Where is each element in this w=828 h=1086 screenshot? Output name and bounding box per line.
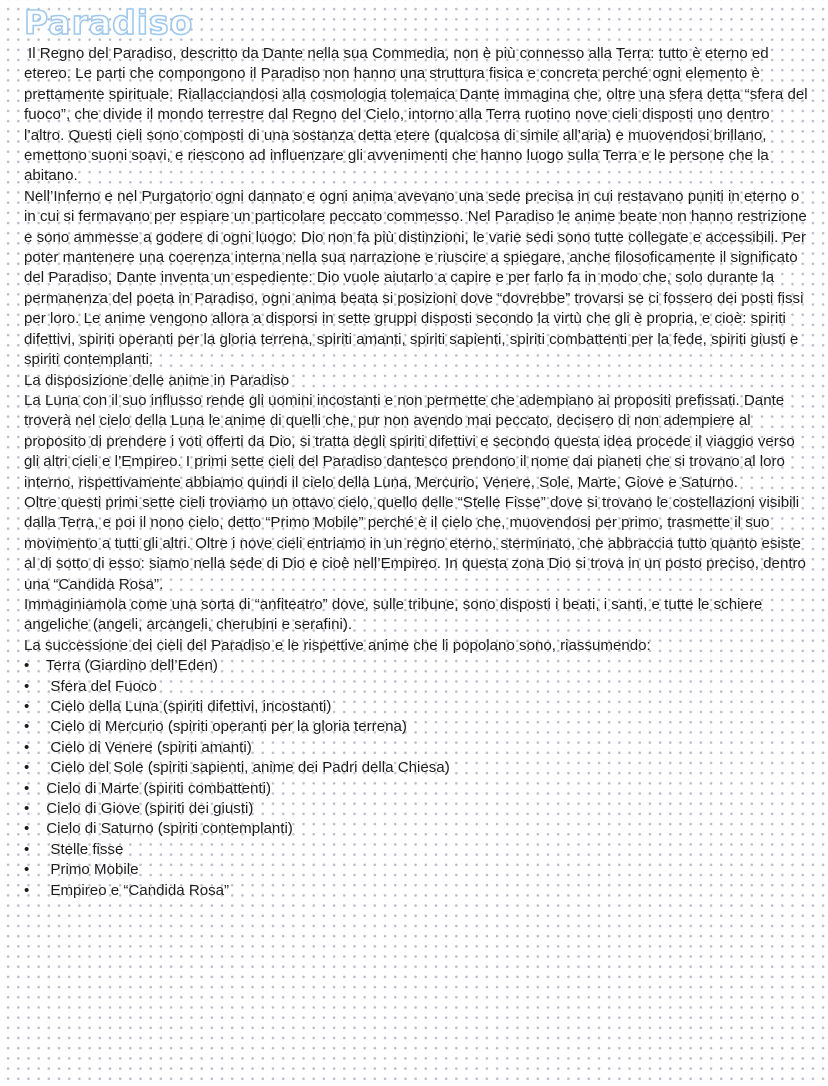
- bullet-glyph: •: [24, 698, 30, 715]
- bullet-glyph: •: [24, 718, 30, 736]
- list-item: [24, 799, 808, 819]
- list-item-text: Cielo di Saturno (spiriti contemplanti): [42, 820, 293, 838]
- list-item: [24, 656, 808, 676]
- list-item-text: Sfera del Fuoco: [42, 677, 157, 695]
- list-item-text: Empireo e “Candida Rosa”: [42, 881, 230, 899]
- list-item: [24, 717, 808, 737]
- list-item-text: Cielo di Mercurio (spiriti operanti per la gloria terrena): [42, 718, 407, 736]
- list-item: [24, 738, 808, 758]
- paragraph-moon: La Luna con il suo influsso rende gli uomini incostanti e non permette che adempiano ai propositi prefissati. Dante troverà nel cielo della Luna le anime di quelli che, pur non avendo mai peccato, decisero di non adempiere al proposito di prendere i voti offerti da Dio, si tratta degli spiriti difettivi e secondo questa idea procede il viaggio verso gli altri cieli e l’Empireo. I primi sette cieli del Paradiso dantesco prendono il nome dai pianeti che si trovano al loro interno, rispettivamente abbiamo quindi il cielo della Luna, Mercurio, Venere, Sole, Marte, Giove e Saturno.: [24, 391, 795, 491]
- bullet-glyph: •: [24, 820, 30, 838]
- page-title: Paradiso: [24, 3, 194, 42]
- bullet-glyph: •: [24, 881, 30, 899]
- list-item-text: Cielo di Giove (spiriti dei giusti): [42, 800, 254, 818]
- heavens-list: [24, 656, 808, 901]
- bullet-glyph: •: [24, 861, 30, 879]
- list-item-text: Cielo del Sole (spiriti sapienti, anime dei Padri della Chiesa): [42, 759, 450, 777]
- list-item: [24, 819, 808, 839]
- bullet-glyph: •: [24, 800, 30, 818]
- list-item: [24, 840, 808, 860]
- list-item-text: Primo Mobile: [42, 861, 139, 879]
- paragraph-intro: Il Regno del Paradiso, descritto da Dante nella sua Commedia, non è più connesso alla Terra: tutto è eterno ed etereo. Le parti che compongono il Paradiso non hanno una struttura fisica e concreta perché ogni elemento è prettamente spirituale. Riallacciandosi alla cosmologia tolemaica Dante immagina che, oltre una sfera detta “sfera del fuoco”, che divide il mondo terrestre dal Regno del Cielo, intorno alla Terra ruotino nove cieli disposti uno dentro l’altro. Questi cieli sono composti di una sostanza detta etere (qualcosa di simile all’aria) e muovendosi brillano, emettono suoni soavi, e riescono ad influenzare gli avvenimenti che hanno luogo sulla Terra e le persone che la abitano.: [24, 45, 808, 185]
- bullet-glyph: •: [24, 677, 30, 695]
- note-body: [24, 44, 808, 656]
- list-item-text: Stelle fisse: [42, 840, 124, 858]
- bullet-glyph: •: [24, 657, 30, 675]
- paragraph-summary: La successione dei cieli del Paradiso e le rispettive anime che li popolano sono, riassumendo:: [24, 636, 651, 654]
- bullet-glyph: •: [24, 738, 30, 756]
- list-item: [24, 860, 808, 880]
- list-item: [24, 758, 808, 778]
- bullet-glyph: •: [24, 759, 30, 777]
- list-item: [24, 881, 808, 901]
- section-heading: La disposizione delle anime in Paradiso: [24, 371, 290, 389]
- list-item: [24, 779, 808, 799]
- bullet-glyph: •: [24, 840, 30, 858]
- list-item-text: Cielo della Luna (spiriti difettivi, incostanti): [42, 698, 332, 715]
- list-item: [24, 697, 808, 717]
- list-item-text: Cielo di Venere (spiriti amanti): [42, 738, 252, 756]
- paragraph-heavens: Oltre questi primi sette cieli troviamo un ottavo cielo, quello delle “Stelle Fisse” dove si trovano le costellazioni visibili dalla Terra, e poi il nono cielo, detto “Primo Mobile” perché è il cielo che, muovendosi per primo, trasmette il suo movimento a tutti gli altri. Oltre i nove cieli entriamo in un regno eterno, sterminato, che abbraccia tutto quanto esiste al di sotto di esso: siamo nella sede di Dio e cioè nell’Empireo. In questa zona Dio si trova in un posto preciso, dentro una “Candida Rosa”.: [24, 493, 806, 593]
- list-item-text: Terra (Giardino dell’Eden): [42, 657, 218, 675]
- list-item-text: Cielo di Marte (spiriti combattenti): [42, 779, 271, 797]
- bullet-glyph: •: [24, 779, 30, 797]
- list-item: [24, 677, 808, 697]
- paragraph-souls: Nell’Inferno e nel Purgatorio ogni dannato e ogni anima avevano una sede precisa in cui restavano puniti in eterno o in cui si fermavano per espiare un particolare peccato commesso. Nel Paradiso le anime beate non hanno restrizione e sono ammesse a godere di ogni luogo: Dio non fa più distinzioni, le varie sedi sono tutte collegate e accessibili. Per poter mantenere una coerenza interna nella sua narrazione e riuscire a spiegare, anche filosoficamente il significato del Paradiso, Dante inventa un espediente: Dio vuole aiutarlo a capire e per farlo fa in modo che, solo durante la permanenza del poeta in Paradiso, ogni anima beata si posizioni dove “dovrebbe” trovarsi se ci fossero dei posti fissi per loro. Le anime vengono allora a disporsi in sette gruppi disposti secondo la virtù che gli è propria, e cioè: spiriti difettivi, spiriti operanti per la gloria terrena, spiriti amanti, spiriti sapienti, spiriti combattenti per la fede, spiriti giusti e spiriti contemplanti.: [24, 187, 807, 369]
- paragraph-amphitheatre: Immaginiamola come una sorta di “anfiteatro” dove, sulle tribune, sono disposti i beati, i santi, e tutte le schiere angeliche (angeli, arcangeli, cherubini e serafini).: [24, 595, 763, 634]
